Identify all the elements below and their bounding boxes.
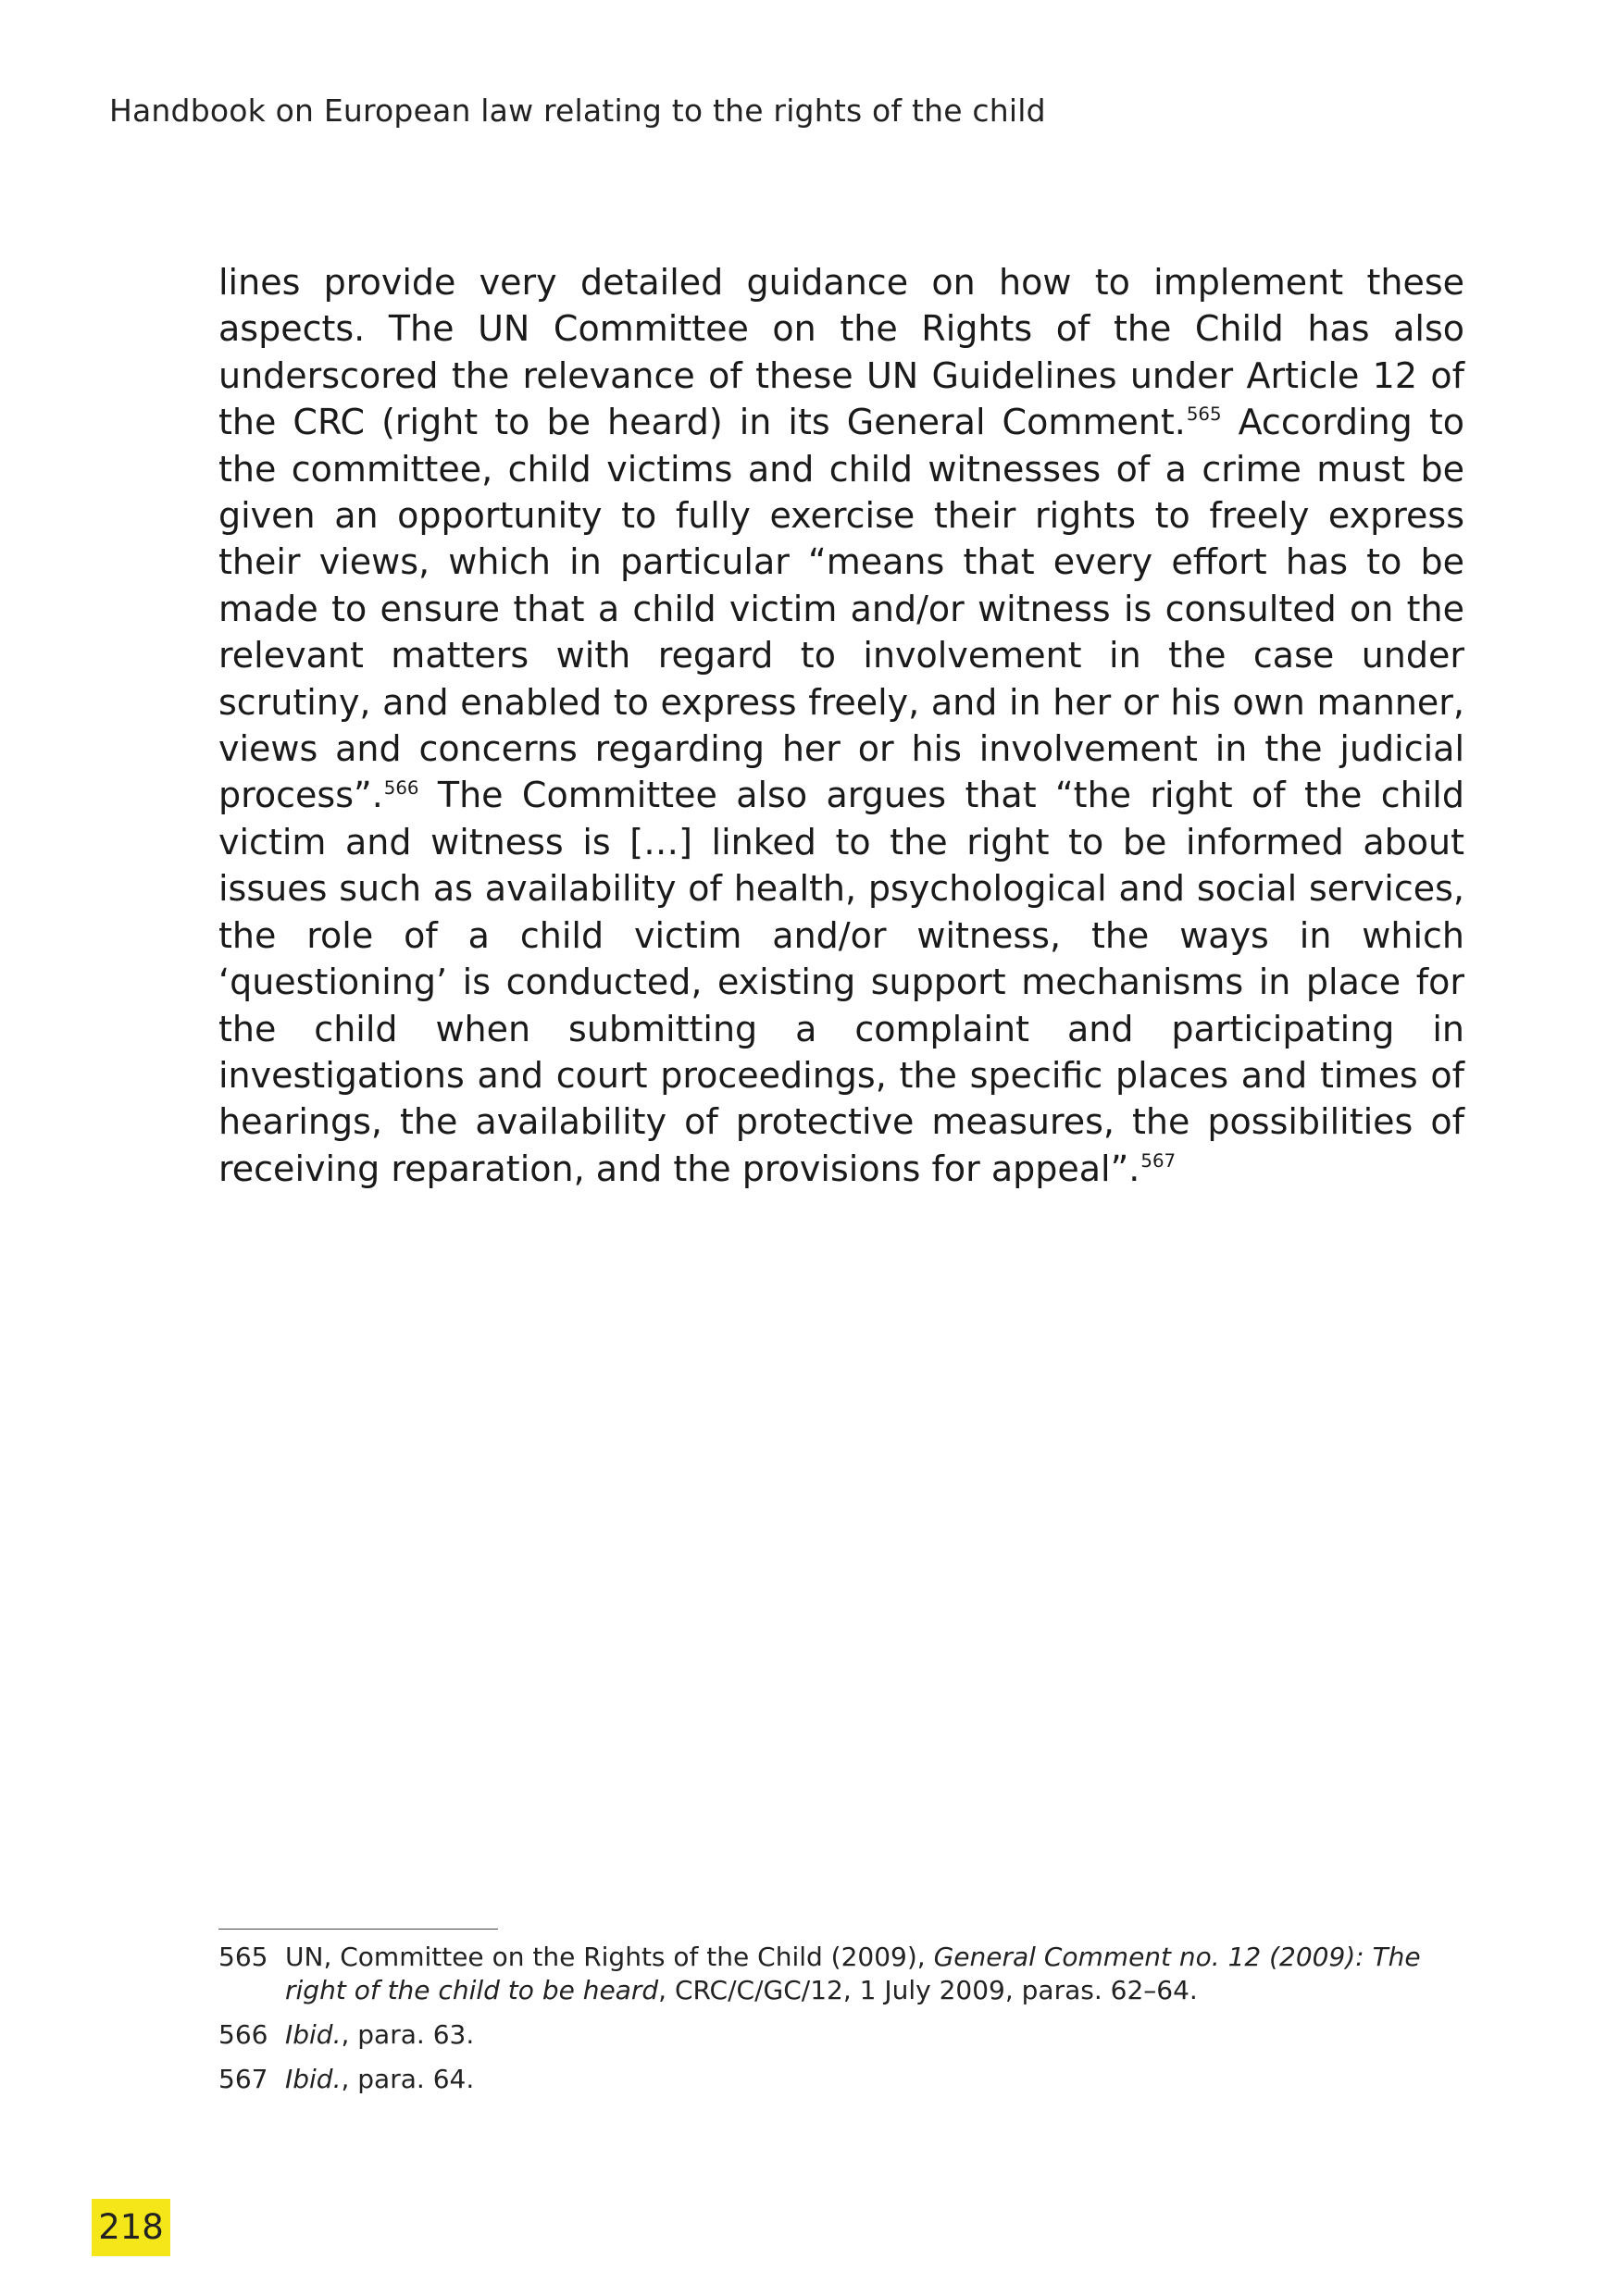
- footnote-number: 566: [218, 2019, 268, 2050]
- footnote-text: UN, Committee on the Rights of the Child (2009), General Comment no. 12 (2009): The right of the child to be heard, CRC/C/GC/12, 1 July 2009, paras. 62–64.: [285, 1942, 1421, 2005]
- running-header: Handbook on European law relating to the rights of the child: [109, 93, 1046, 129]
- footnote-divider: [218, 1929, 498, 1930]
- footnote-565: [218, 1941, 1464, 2007]
- page-number-badge: 218: [92, 2199, 170, 2256]
- body-text-segment: The Committee also argues that “the right of the child victim and witness is […] linked to the right to be informed about issues such as availability of health, psychological and social services, the role of a child victim and/or witness, the ways in which ‘questioning’ is conducted, existing support mechanisms in place for the child when submitting a complaint and participating in investigations and court proceedings, the specific places and times of hearings, the availability of protective measures, the possibilities of receiving reparation, and the provisions for appeal”.: [218, 775, 1464, 1189]
- body-paragraph: [218, 259, 1464, 1192]
- footnotes-section: [218, 1941, 1464, 2107]
- footnote-number: 567: [218, 2064, 268, 2094]
- footnote-567: [218, 2063, 1464, 2096]
- footnote-ref-565[interactable]: 565: [1186, 403, 1222, 426]
- footnote-566: [218, 2018, 1464, 2052]
- footnote-ref-567[interactable]: 567: [1140, 1149, 1177, 1172]
- footnote-italic-title: General Comment no. 12 (2009): The right of the child to be heard: [285, 1942, 1421, 2005]
- body-text-segment: According to the committee, child victims and child witnesses of a crime must be given an opportunity to fully exercise their rights to freely express their views, which in particular “means that every effort has to be made to ensure that a child victim and/or witness is consulted on the relevant matters with regard to involvement in the case under scrutiny, and enabled to express freely, and in her or his own manner, views and concerns regarding her or his involvement in the judicial process”.: [218, 402, 1465, 816]
- footnote-text: Ibid., para. 63.: [285, 2019, 475, 2050]
- footnote-text: Ibid., para. 64.: [285, 2064, 475, 2094]
- body-text-segment: lines provide very detailed guidance on how to implement these aspects. The UN Committee on the Rights of the Child has also underscored the relevance of these UN Guidelines under Article 12 of the CRC (right to be heard) in its General Comment.: [218, 262, 1464, 443]
- footnote-ref-566[interactable]: 566: [383, 776, 419, 799]
- footnote-italic-title: Ibid.: [285, 2019, 342, 2050]
- footnote-number: 565: [218, 1942, 268, 1972]
- footnote-italic-title: Ibid.: [285, 2064, 342, 2094]
